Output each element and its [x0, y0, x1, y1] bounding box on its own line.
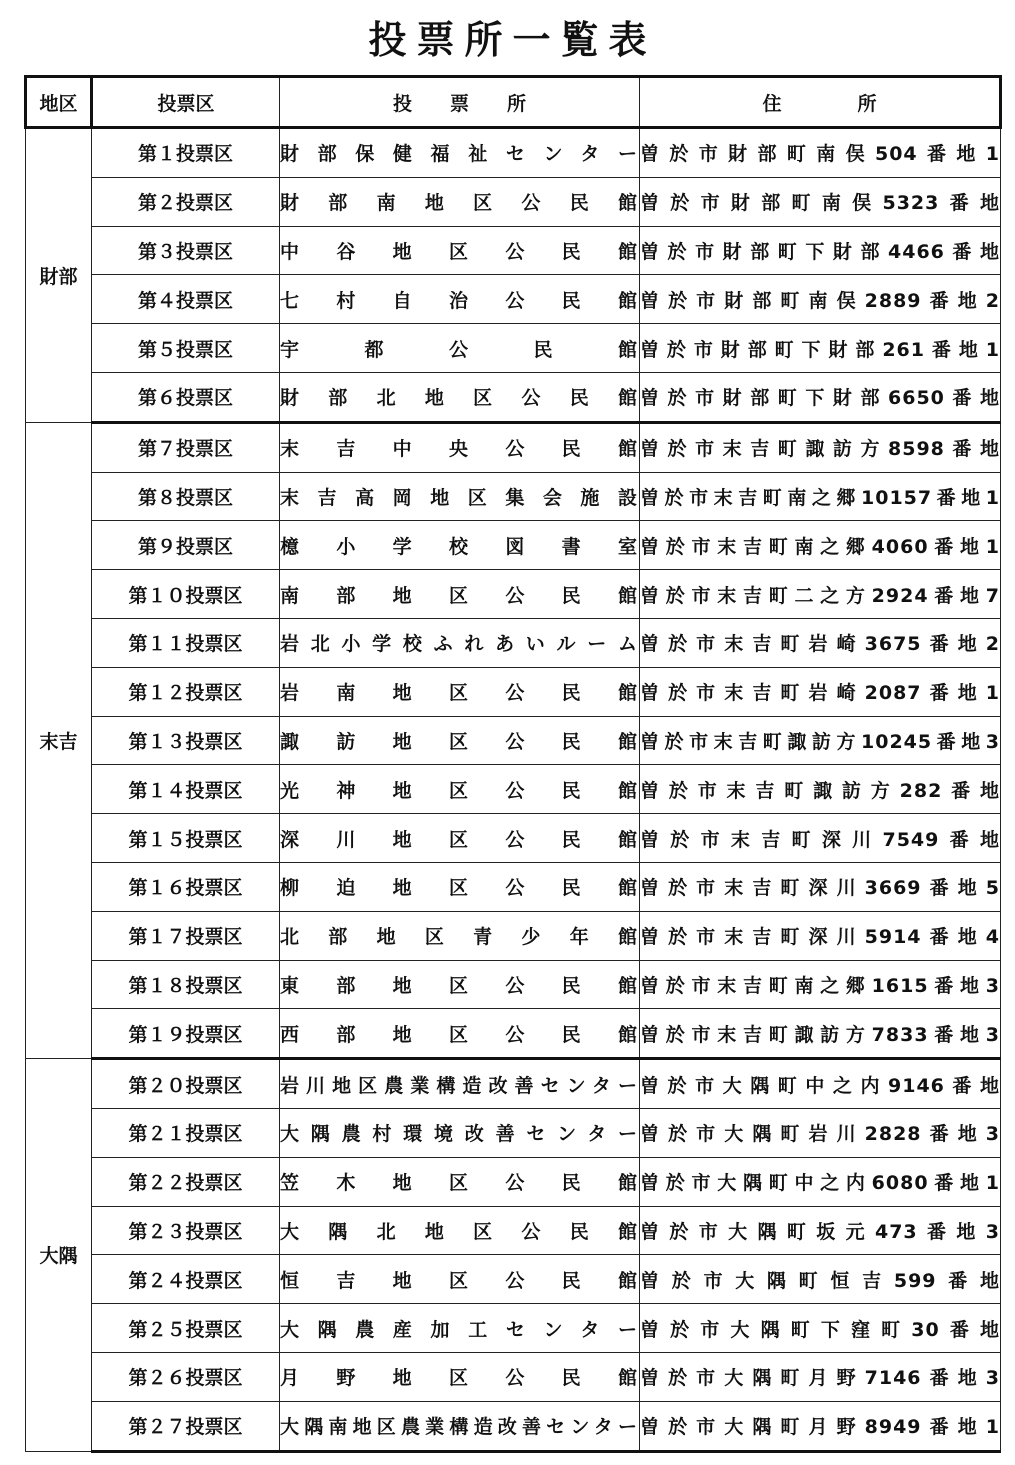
table-row	[26, 1009, 1001, 1059]
precinct-cell: 第１８投票区	[92, 960, 280, 1009]
precinct-cell: 第２４投票区	[92, 1255, 280, 1304]
table-row	[26, 1304, 1001, 1353]
precinct-cell: 第２０投票区	[92, 1059, 280, 1109]
precinct-cell: 第２６投票区	[92, 1352, 280, 1401]
polling-place-cell: 北部地区青少年館	[280, 911, 640, 960]
polling-place-cell: 中谷地区公民館	[280, 226, 640, 275]
address-cell: 曽於市大隅町月野8949番地1	[640, 1401, 1001, 1451]
table-row	[26, 1206, 1001, 1255]
address-cell: 曽於市末吉町南之郷10157番地1	[640, 472, 1001, 521]
precinct-cell: 第１７投票区	[92, 911, 280, 960]
polling-place-cell: 財部南地区公民館	[280, 177, 640, 226]
address-cell: 曽於市大隅町中之内6080番地1	[640, 1157, 1001, 1206]
table-row	[26, 226, 1001, 275]
polling-place-cell: 七村自治公民館	[280, 275, 640, 324]
table-row	[26, 324, 1001, 373]
polling-place-cell: 岩川地区農業構造改善センター	[280, 1059, 640, 1109]
polling-place-table	[24, 75, 1002, 1453]
precinct-cell: 第５投票区	[92, 324, 280, 373]
address-cell: 曽於市末吉町諏訪方7833番地3	[640, 1009, 1001, 1059]
address-cell: 曽於市財部町南俣504番地1	[640, 128, 1001, 178]
precinct-cell: 第１９投票区	[92, 1009, 280, 1059]
polling-place-cell: 大隅農産加工センター	[280, 1304, 640, 1353]
header-address: 住 所	[640, 77, 1001, 128]
table-row	[26, 1108, 1001, 1157]
precinct-cell: 第３投票区	[92, 226, 280, 275]
polling-place-cell: 恒吉地区公民館	[280, 1255, 640, 1304]
precinct-cell: 第１投票区	[92, 128, 280, 178]
address-cell: 曽於市財部町南俣5323番地	[640, 177, 1001, 226]
polling-place-cell: 宇都公民館	[280, 324, 640, 373]
precinct-cell: 第６投票区	[92, 372, 280, 422]
header-precinct: 投票区	[92, 77, 280, 128]
polling-place-cell: 大隅北地区公民館	[280, 1206, 640, 1255]
precinct-cell: 第１３投票区	[92, 716, 280, 765]
address-cell: 曽於市大隅町恒吉599番地	[640, 1255, 1001, 1304]
polling-place-cell: 月野地区公民館	[280, 1352, 640, 1401]
precinct-cell: 第９投票区	[92, 521, 280, 570]
address-cell: 曽於市末吉町諏訪方282番地	[640, 765, 1001, 814]
polling-place-cell: 諏訪地区公民館	[280, 716, 640, 765]
address-cell: 曽於市末吉町岩崎3675番地2	[640, 618, 1001, 667]
table-row	[26, 177, 1001, 226]
polling-place-cell: 深川地区公民館	[280, 814, 640, 863]
table-row	[26, 618, 1001, 667]
precinct-cell: 第２７投票区	[92, 1401, 280, 1451]
address-cell: 曽於市財部町下財部4466番地	[640, 226, 1001, 275]
precinct-cell: 第２３投票区	[92, 1206, 280, 1255]
table-row	[26, 422, 1001, 472]
table-row	[26, 128, 1001, 178]
polling-place-cell: 柳迫地区公民館	[280, 862, 640, 911]
precinct-cell: 第４投票区	[92, 275, 280, 324]
district-cell: 大隅	[26, 1059, 92, 1451]
address-cell: 曽於市財部町下財部261番地1	[640, 324, 1001, 373]
precinct-cell: 第２２投票区	[92, 1157, 280, 1206]
polling-place-cell: 末吉高岡地区集会施設	[280, 472, 640, 521]
precinct-cell: 第１０投票区	[92, 570, 280, 619]
table-row	[26, 716, 1001, 765]
polling-place-cell: 大隅農村環境改善センター	[280, 1108, 640, 1157]
header-district: 地区	[26, 77, 92, 128]
address-cell: 曽於市大隅町下窪町30番地	[640, 1304, 1001, 1353]
district-cell: 財部	[26, 128, 92, 423]
address-cell: 曽於市末吉町深川7549番地	[640, 814, 1001, 863]
address-cell: 曽於市財部町南俣2889番地2	[640, 275, 1001, 324]
polling-place-cell: 大隅南地区農業構造改善センター	[280, 1401, 640, 1451]
table-row	[26, 275, 1001, 324]
address-cell: 曽於市財部町下財部6650番地	[640, 372, 1001, 422]
precinct-cell: 第１４投票区	[92, 765, 280, 814]
polling-place-cell: 笠木地区公民館	[280, 1157, 640, 1206]
precinct-cell: 第１５投票区	[92, 814, 280, 863]
precinct-cell: 第１６投票区	[92, 862, 280, 911]
precinct-cell: 第７投票区	[92, 422, 280, 472]
precinct-cell: 第１２投票区	[92, 667, 280, 716]
address-cell: 曽於市大隅町坂元473番地3	[640, 1206, 1001, 1255]
polling-place-cell: 東部地区公民館	[280, 960, 640, 1009]
table-row	[26, 862, 1001, 911]
precinct-cell: 第２５投票区	[92, 1304, 280, 1353]
table-row	[26, 1352, 1001, 1401]
table-row	[26, 1401, 1001, 1451]
polling-place-cell: 岩南地区公民館	[280, 667, 640, 716]
address-cell: 曽於市末吉町二之方2924番地7	[640, 570, 1001, 619]
table-row	[26, 372, 1001, 422]
address-cell: 曽於市末吉町諏訪方8598番地	[640, 422, 1001, 472]
address-cell: 曽於市末吉町南之郷4060番地1	[640, 521, 1001, 570]
precinct-cell: 第８投票区	[92, 472, 280, 521]
table-row	[26, 1255, 1001, 1304]
address-cell: 曽於市末吉町深川3669番地5	[640, 862, 1001, 911]
polling-place-cell: 財部北地区公民館	[280, 372, 640, 422]
polling-place-cell: 檍小学校図書室	[280, 521, 640, 570]
address-cell: 曽於市末吉町南之郷1615番地3	[640, 960, 1001, 1009]
polling-place-cell: 光神地区公民館	[280, 765, 640, 814]
table-row	[26, 667, 1001, 716]
polling-place-cell: 岩北小学校ふれあいルーム	[280, 618, 640, 667]
table-body	[26, 128, 1001, 1452]
address-cell: 曽於市末吉町岩崎2087番地1	[640, 667, 1001, 716]
table-row	[26, 472, 1001, 521]
precinct-cell: 第２投票区	[92, 177, 280, 226]
table-row	[26, 960, 1001, 1009]
district-cell: 末吉	[26, 422, 92, 1058]
precinct-cell: 第２１投票区	[92, 1108, 280, 1157]
table-row	[26, 1157, 1001, 1206]
table-row	[26, 570, 1001, 619]
header-place: 投 票 所	[280, 77, 640, 128]
table-row	[26, 814, 1001, 863]
precinct-cell: 第１１投票区	[92, 618, 280, 667]
table-row	[26, 521, 1001, 570]
table-row	[26, 765, 1001, 814]
table-header-row	[26, 77, 1001, 128]
polling-place-cell: 南部地区公民館	[280, 570, 640, 619]
polling-place-cell: 財部保健福祉センター	[280, 128, 640, 178]
address-cell: 曽於市末吉町諏訪方10245番地3	[640, 716, 1001, 765]
table-row	[26, 911, 1001, 960]
table-row	[26, 1059, 1001, 1109]
polling-place-cell: 末吉中央公民館	[280, 422, 640, 472]
polling-place-cell: 西部地区公民館	[280, 1009, 640, 1059]
page-title: 投票所一覧表	[368, 18, 657, 62]
address-cell: 曽於市末吉町深川5914番地4	[640, 911, 1001, 960]
address-cell: 曽於市大隅町月野7146番地3	[640, 1352, 1001, 1401]
address-cell: 曽於市大隅町中之内9146番地	[640, 1059, 1001, 1109]
address-cell: 曽於市大隅町岩川2828番地3	[640, 1108, 1001, 1157]
